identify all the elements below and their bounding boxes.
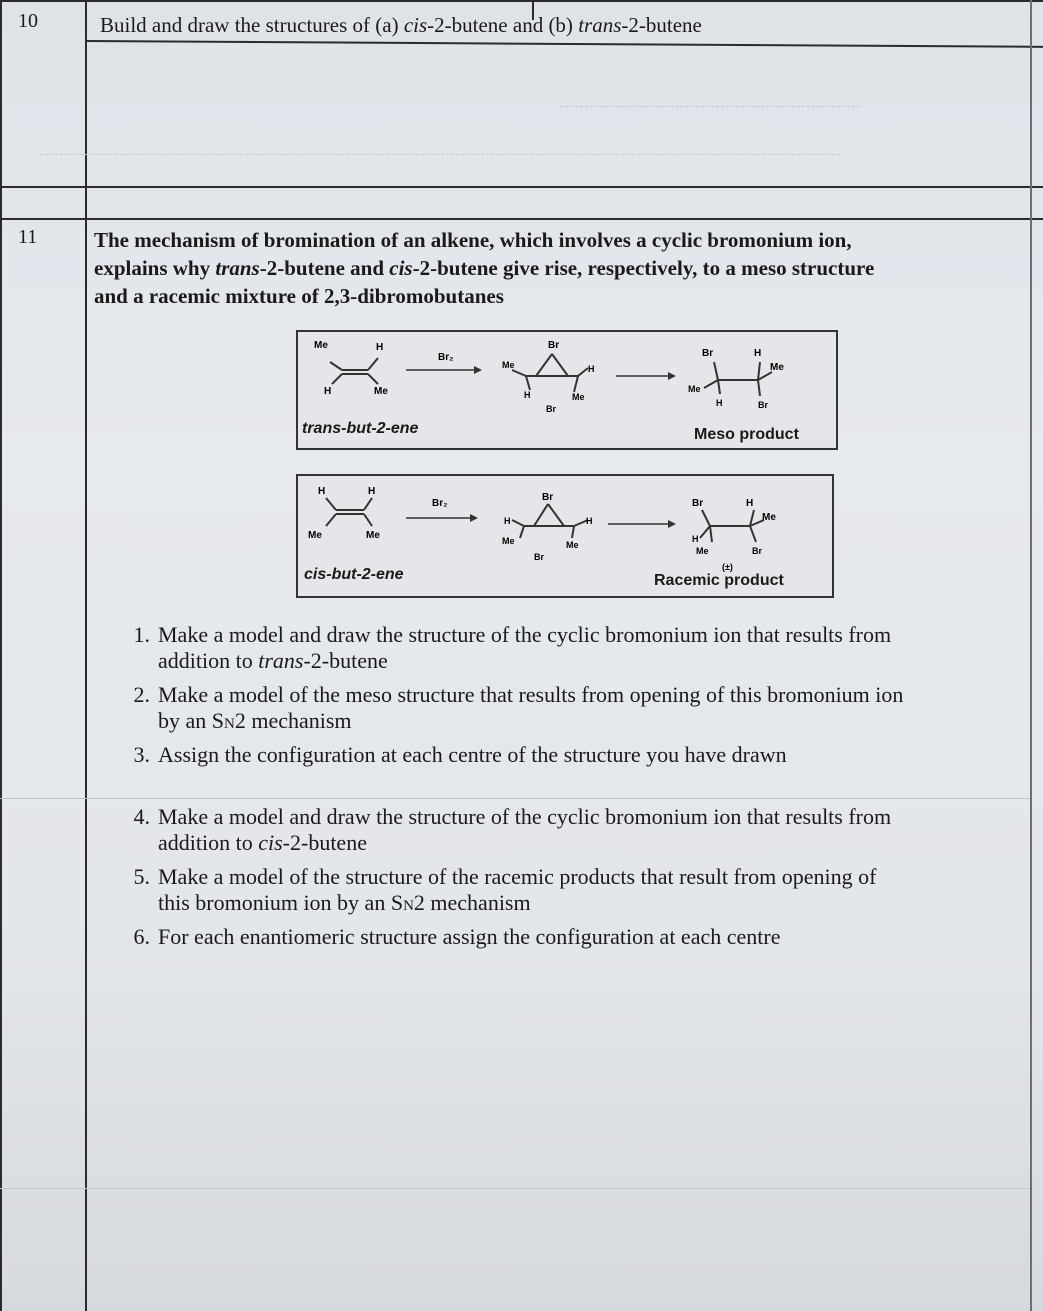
atom-h: H: [692, 534, 699, 544]
atom-me: Me: [770, 362, 784, 373]
table-rule-left: [0, 0, 2, 1311]
table-rule-top: [0, 0, 1043, 2]
cis-but-2-ene-structure: [326, 498, 372, 526]
atom-h: H: [376, 342, 384, 353]
table-rule-right: [1030, 0, 1032, 1311]
meso-product-structure: [704, 362, 772, 396]
reaction-scheme-trans: [296, 330, 838, 450]
atom-h: H: [524, 390, 531, 400]
reaction-arrowhead: [474, 366, 482, 374]
faint-rule: [0, 1188, 1030, 1189]
atom-h: H: [318, 486, 326, 497]
atom-me: Me: [566, 540, 579, 550]
task-3: 3. Assign the configuration at each centre of the structure you have drawn: [133, 742, 787, 767]
atom-h: H: [716, 398, 723, 408]
atom-h: H: [754, 348, 762, 359]
question-11-text: The mechanism of bromination of an alkene, which involves a cyclic bromonium ion, explains why trans-2-butene and cis-2-butene give rise, respectively, to a meso structure and a racemic mixture of 2,3-dibromobutanes: [94, 228, 875, 308]
atom-me: Me: [308, 530, 322, 541]
atom-me: Me: [762, 512, 776, 523]
reaction-scheme-cis: [296, 474, 834, 598]
atom-br: Br: [758, 400, 769, 410]
atom-me: Me: [688, 384, 701, 394]
question-10-number: 10: [18, 10, 38, 32]
task-1: 1. Make a model and draw the structure of the cyclic bromonium ion that results from addition to trans-2-butene: [133, 622, 892, 673]
cis-but-2-ene-label: cis-but-2-ene: [304, 566, 404, 583]
atom-br: Br: [542, 492, 554, 503]
atom-h: H: [586, 516, 593, 526]
atom-h: H: [324, 386, 332, 397]
atom-h: H: [588, 364, 595, 374]
meso-product-label: Meso product: [694, 426, 799, 443]
atom-h: H: [368, 486, 376, 497]
atom-me: Me: [314, 340, 328, 351]
trans-but-2-ene-structure: [330, 358, 378, 384]
reaction-arrowhead: [470, 514, 478, 522]
reagent-br2: Br₂: [432, 498, 448, 509]
question-10-text: Build and draw the structures of (a) cis-2-butene and (b) trans-2-butene: [100, 13, 702, 37]
racemic-product-label: Racemic product: [654, 572, 784, 589]
question-11-number: 11: [18, 226, 38, 248]
atom-br: Br: [534, 552, 545, 562]
atom-me: Me: [374, 386, 388, 397]
racemic-mark: (±): [722, 562, 733, 572]
task-4: 4. Make a model and draw the structure of the cyclic bromonium ion that results from addition to cis-2-butene: [133, 804, 892, 855]
table-rule-number-column: [85, 0, 87, 1311]
atom-me: Me: [502, 360, 515, 370]
atom-br: Br: [752, 546, 763, 556]
faint-rule: [0, 798, 1030, 799]
atom-h: H: [746, 498, 754, 509]
atom-me: Me: [696, 546, 709, 556]
task-2: 2. Make a model of the meso structure that results from opening of this bromonium ion by an SN2 mechanism: [133, 682, 904, 733]
task-6: 6. For each enantiomeric structure assign the configuration at each centre: [133, 924, 781, 949]
trans-but-2-ene-label: trans-but-2-ene: [302, 420, 419, 437]
atom-h: H: [504, 516, 511, 526]
table-rule-q10-header: [86, 40, 1043, 48]
atom-br: Br: [546, 404, 557, 414]
atom-br: Br: [548, 340, 560, 351]
table-rule-q10-bottom: [0, 186, 1043, 188]
reagent-br2: Br₂: [438, 352, 454, 363]
atom-br: Br: [702, 348, 714, 359]
reaction-arrowhead: [668, 520, 676, 528]
bleed-through-texture: [40, 140, 840, 155]
bleed-through-texture: [560, 92, 860, 107]
atom-me: Me: [366, 530, 380, 541]
bromonium-ion-cis: [512, 504, 588, 538]
atom-me: Me: [572, 392, 585, 402]
bromonium-ion-trans: [512, 354, 588, 392]
task-5: 5. Make a model of the structure of the racemic products that result from opening of this bromonium ion by an SN2 mechanism: [133, 864, 877, 915]
atom-me: Me: [502, 536, 515, 546]
racemic-product-structure: [700, 510, 764, 542]
table-rule-q11-top: [0, 218, 1043, 220]
reaction-arrowhead: [668, 372, 676, 380]
atom-br: Br: [692, 498, 704, 509]
